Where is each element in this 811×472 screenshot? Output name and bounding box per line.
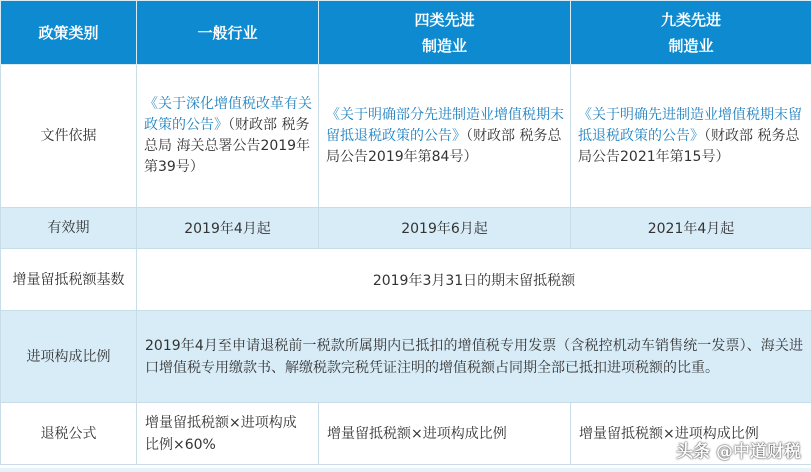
toutiao-logo-icon <box>652 440 672 460</box>
header-line: 制造业 <box>421 36 467 55</box>
header-line: 四类先进 <box>414 10 475 29</box>
validity-nine-advanced: 2021年4月起 <box>571 208 811 249</box>
row-label-basis: 文件依据 <box>1 65 137 208</box>
table-row-basis <box>1 65 811 208</box>
row-label-formula: 退税公式 <box>1 403 137 465</box>
basis-general-industry <box>137 65 319 208</box>
row-label-base: 增量留抵税额基数 <box>1 249 137 311</box>
watermark-text: 头条 @中道财税 <box>676 442 801 462</box>
table-header-row <box>1 1 811 65</box>
header-line: 制造业 <box>668 36 714 55</box>
validity-four-advanced: 2019年6月起 <box>319 208 571 249</box>
table-row-validity <box>1 208 811 249</box>
header-four-advanced-manufacturing <box>319 1 571 65</box>
basis-four-advanced <box>319 65 571 208</box>
table-row-ratio <box>1 311 811 403</box>
formula-nine-advanced: 增量留抵税额×进项构成比例 <box>571 403 811 465</box>
formula-four-advanced: 增量留抵税额×进项构成比例 <box>319 403 571 465</box>
doc-issuer: （财政部 税务总局 海关总署公告2019年第39号） <box>144 117 311 175</box>
row-label-validity: 有效期 <box>1 208 137 249</box>
doc-issuer: （财政部 税务总局公告2019年第84号） <box>326 127 562 165</box>
header-nine-advanced-manufacturing <box>571 1 811 65</box>
bottom-edge <box>0 468 811 472</box>
validity-general-industry: 2019年4月起 <box>137 208 319 249</box>
table-row-base <box>1 249 811 311</box>
doc-title-link[interactable]: 《关于明确部分先进制造业增值税期末留抵退税政策的公告》 <box>326 106 564 144</box>
basis-nine-advanced <box>571 65 811 208</box>
doc-issuer: （财政部 税务总局公告2021年第15号） <box>578 127 800 165</box>
watermark <box>652 437 801 462</box>
ratio-value: 2019年4月至申请退税前一税款所属期内已抵扣的增值税专用发票（含税控机动车销售统一发票）、海关进口增值税专用缴款书、解缴税款完税凭证注明的增值税额占同期全部已抵扣进项税额的比重。 <box>137 311 811 403</box>
header-general-industry: 一般行业 <box>137 1 319 65</box>
doc-title-link[interactable]: 《关于深化增值税改革有关政策的公告》 <box>144 96 312 133</box>
doc-title-link[interactable]: 《关于明确先进制造业增值税期末留抵退税政策的公告》 <box>578 106 802 144</box>
header-policy-category: 政策类别 <box>1 1 137 65</box>
base-value: 2019年3月31日的期末留抵税额 <box>137 249 811 311</box>
formula-general-industry: 增量留抵税额×进项构成比例×60% <box>137 403 319 465</box>
row-label-ratio: 进项构成比例 <box>1 311 137 403</box>
header-line: 九类先进 <box>660 10 721 29</box>
